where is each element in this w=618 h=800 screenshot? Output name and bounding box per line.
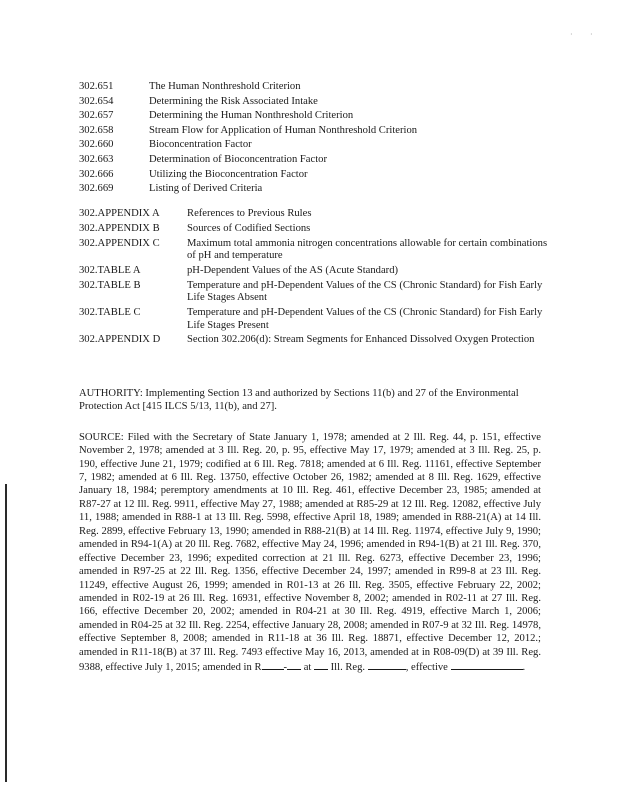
- section-number: 302.666: [79, 168, 114, 180]
- section-number: 302.657: [79, 110, 114, 122]
- section-title: Determining the Risk Associated Intake: [149, 95, 318, 107]
- appendix-row: [79, 223, 549, 236]
- section-title: Stream Flow for Application of Human Nonthreshold Criterion: [149, 124, 418, 136]
- section-title: Utilizing the Bioconcentration Factor: [149, 168, 308, 180]
- section-number: 302.651: [79, 81, 114, 92]
- fill-in-blank: [314, 659, 328, 670]
- section-title: Determination of Bioconcentration Factor: [149, 153, 327, 165]
- revision-bar: [5, 484, 7, 782]
- section-list: [79, 80, 559, 197]
- source-effective: , effective: [405, 662, 451, 674]
- source-at: at: [301, 662, 314, 674]
- source-end: .: [522, 662, 526, 674]
- source-paragraph: [79, 431, 541, 675]
- appendix-row: [79, 334, 549, 347]
- appendix-row: [79, 307, 549, 332]
- toc-row: [79, 168, 559, 183]
- section-number: 302.654: [79, 95, 114, 107]
- appendix-row: [79, 280, 549, 305]
- toc-row: [79, 95, 559, 110]
- section-number: 302.663: [79, 153, 114, 165]
- toc-row: [79, 109, 559, 124]
- authority-paragraph: AUTHORITY: Implementing Section 13 and authorized by Sections 11(b) and 27 of the Environmental Protection Act [415 ILCS 5/13, 11(b), and 27].: [79, 387, 519, 413]
- appendix-number: 302.APPENDIX D: [79, 334, 161, 346]
- appendix-number: 302.TABLE C: [79, 307, 141, 319]
- toc-row: [79, 80, 559, 95]
- appendix-number: 302.TABLE A: [79, 264, 141, 276]
- appendix-number: 302.TABLE B: [79, 279, 141, 291]
- appendix-number: 302.APPENDIX A: [79, 208, 160, 219]
- appendix-row: [79, 208, 549, 221]
- appendix-number: 302.APPENDIX C: [79, 237, 160, 249]
- section-title: Determining the Human Nonthreshold Criterion: [149, 110, 354, 122]
- appendix-number: 302.APPENDIX B: [79, 222, 160, 234]
- scan-mark: ·: [590, 30, 593, 39]
- source-text: SOURCE: Filed with the Secretary of State January 1, 1978; amended at 2 Ill. Reg. 44, p. 151, effective November 2, 1978; amended at 3 Ill. Reg. 20, p. 95, effective May 17, 1979; amended at 3 Ill. Reg. 25, p. 190, effective June 21, 1979; codified at 6 Ill. Reg. 7818; amended at 6 Ill. Reg. 11161, effective September 7, 1982; amended at 6 Ill. Reg. 13750, effective October 26, 1982; amended at 8 Ill. Reg. 1629, effective January 18, 1984; peremptory amendments at 10 Ill. Reg. 461, effective December 23, 1985; amended at R87-27 at 12 Ill. Reg. 9911, effective May 27, 1988; amended at R85-29 at 12 Ill. Reg. 12082, effective July 11, 1988; amended in R88-1 at 13 Ill. Reg. 5998, effective April 18, 1989; amended in R88-21(A) at 14 Ill. Reg. 2899, effective February 13, 1990; amended in R88-21(B) at 14 Ill. Reg. 11974, effective July 9, 1990; amended in R94-1(A) at 20 Ill. Reg. 7682, effective May 24, 1996; amended in R94-1(B) at 21 Ill. Reg. 370, effective December 23, 1996; expedited correction at 21 Ill. Reg. 6273, effective December 23, 1996; amended in R97-25 at 22 Ill. Reg. 1356, effective December 24, 1997; amended in R99-8 at 23 Ill. Reg. 11249, effective August 26, 1999; amended in R01-13 at 26 Ill. Reg. 3505, effective February 22, 2002; amended in R02-19 at 26 Ill. Reg. 16931, effective November 8, 2002; amended in R02-11 at 27 Ill. Reg. 166, effective December 20, 2002; amended in R04-21 at 30 Ill. Reg. 4919, effective March 1, 2006; amended in R04-25 at 32 Ill. Reg. 2254, effective January 28, 2008; amended in R07-9 at 32 Ill. Reg. 14978, effective September 8, 2008; amended in R11-18 at 36 Ill. Reg. 18871, effective December 12, 2012.; amended in R11-18(B) at 37 Ill. Reg. 7493 effective May 16, 2013, amended at in R08-09(D) at 39 Ill. Reg. 9388, effective July 1, 2015; amended in R: [79, 431, 541, 674]
- toc-row: [79, 138, 559, 153]
- section-title: Bioconcentration Factor: [149, 139, 252, 151]
- fill-in-blank: [287, 659, 301, 670]
- section-title: The Human Nonthreshold Criterion: [149, 81, 301, 92]
- section-number: 302.660: [79, 139, 114, 151]
- appendix-row: [79, 265, 549, 278]
- appendix-row: [79, 238, 549, 263]
- appendix-list: [79, 208, 549, 349]
- appendix-title: Section 302.206(d): Stream Segments for Enhanced Dissolved Oxygen Protection: [187, 334, 535, 346]
- fill-in-blank: [262, 659, 284, 670]
- scan-mark: ·: [570, 30, 573, 39]
- appendix-title: Temperature and pH-Dependent Values of the CS (Chronic Standard) for Fish Early Life Stages Absent: [187, 279, 543, 304]
- fill-in-blank: [451, 659, 523, 670]
- appendix-title: Sources of Codified Sections: [187, 222, 311, 234]
- appendix-title: References to Previous Rules: [187, 208, 312, 219]
- appendix-title: pH-Dependent Values of the AS (Acute Standard): [187, 264, 399, 276]
- toc-row: [79, 182, 559, 197]
- source-ill-reg: Ill. Reg.: [328, 662, 368, 674]
- appendix-title: Temperature and pH-Dependent Values of the CS (Chronic Standard) for Fish Early Life Stages Present: [187, 307, 543, 331]
- section-number: 302.658: [79, 124, 114, 136]
- section-number: 302.669: [79, 183, 114, 195]
- section-title: Listing of Derived Criteria: [149, 183, 263, 195]
- toc-row: [79, 124, 559, 139]
- fill-in-blank: [368, 659, 406, 670]
- source-separator: -: [283, 662, 288, 674]
- appendix-title: Maximum total ammonia nitrogen concentrations allowable for certain combinations of pH and temperature: [187, 237, 548, 262]
- toc-row: [79, 153, 559, 168]
